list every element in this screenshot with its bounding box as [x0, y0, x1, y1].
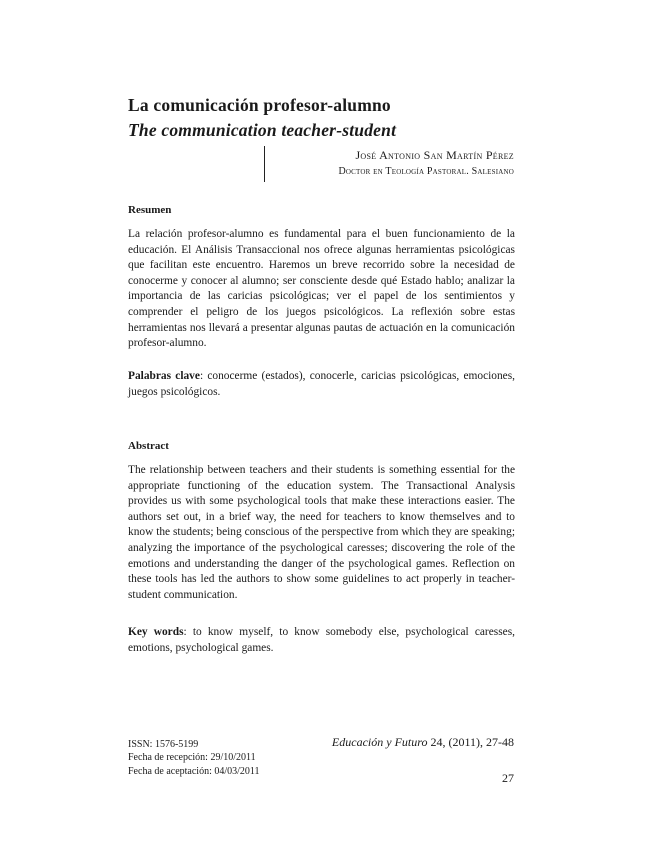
abstract-keywords: Key words: to know myself, to know somebody else, psychological caresses, emotions, psychological games. — [128, 626, 515, 654]
resumen-heading: Resumen — [128, 204, 172, 216]
abstract-heading: Abstract — [128, 440, 169, 452]
journal-name: Educación y Futuro — [331, 735, 428, 749]
resumen-keywords: Palabras clave: conocerme (estados), conocerle, caricias psicológicas, emociones, juegos psicológicos. — [128, 370, 516, 398]
title-english: The communication teacher-student — [128, 120, 397, 140]
abstract-keywords-text: to know myself, to know somebody else, psychological caresses, emotions, psychological games. — [128, 626, 515, 654]
abstract-body: The relationship between teachers and their students is something essential for the appropriate functioning of the education system. The Transactional Analysis provides us with some psychological tools that make these interactions easier. The authors set out, in a brief way, the need for teachers to know themselves and to know the students; being conscious of the perspective from which they are speaking; analyzing the importance of the psychological caresses; discovering the role of the emotions and understanding the danger of the psychological games. Reflection on these tools has led the authors to show some guidelines to act properly in teacher-student communication. — [128, 464, 515, 601]
author-affiliation: Doctor en Teología Pastoral. Salesiano — [338, 166, 514, 177]
citation-details: 24, (2011), 27-48 — [427, 735, 514, 749]
resumen-body: La relación profesor-alumno es fundamental para el buen funcionamiento de la educación. El Análisis Transaccional nos ofrece algunas herramientas psicológicas que facilitan este encuentro. Haremos un breve recorrido sobre la necesidad de conocerme y conocer al alumno; ser consciente desde qué Estado hablo; analizar la importancia de las caricias psicológicas; ver el papel de los sentimientos y comprender el peligro de los juegos psicológicos. La reflexión sobre estas herramientas nos llevará a presentar algunas pautas de actuación en la comunicación profesor-alumno. — [128, 228, 515, 350]
title-spanish: La comunicación profesor-alumno — [128, 95, 391, 115]
received-date: Fecha de recepción: 29/10/2011 — [128, 752, 256, 764]
publication-info — [128, 738, 260, 778]
page-number: 27 — [502, 771, 514, 785]
issn: ISSN: 1576-5199 — [128, 739, 199, 750]
resumen-keywords-text: conocerme (estados), conocerle, caricias psicológicas, emociones, juegos psicológicos. — [128, 370, 516, 398]
author-block — [260, 147, 514, 179]
abstract-keywords-label: Key words — [128, 626, 184, 638]
journal-citation — [332, 735, 514, 750]
author-name: José Antonio San Martín Pérez — [355, 148, 514, 162]
accepted-date: Fecha de aceptación: 04/03/2011 — [128, 765, 260, 777]
resumen-keywords-label: Palabras clave — [128, 370, 200, 382]
